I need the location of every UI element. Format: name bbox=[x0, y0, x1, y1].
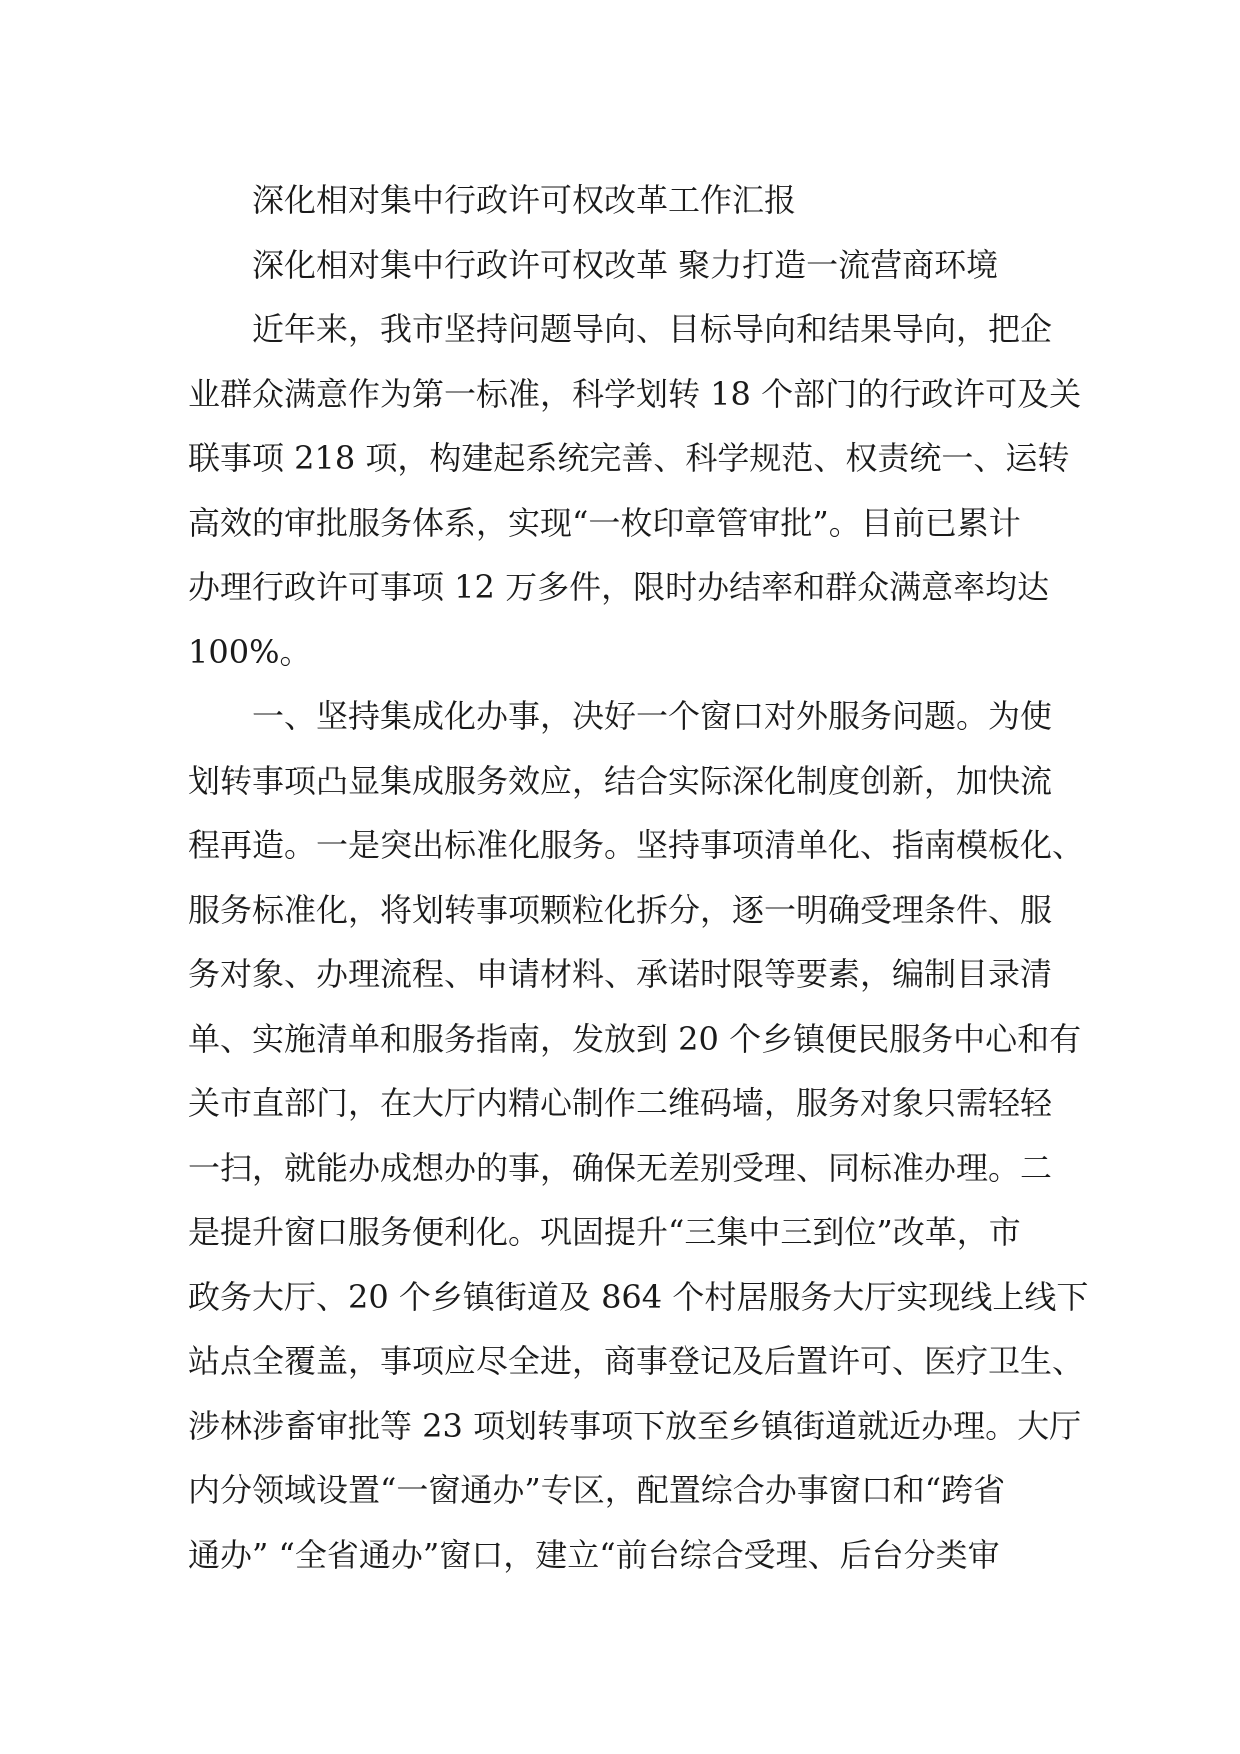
paragraph-line: 是提升窗口服务便利化。巩固提升“三集中三到位”改革，市 bbox=[188, 1213, 1021, 1251]
intro-paragraph bbox=[188, 297, 1082, 684]
paragraph-line: 通办” “全省通办”窗口，建立“前台综合受理、后台分类审 bbox=[188, 1535, 1000, 1574]
paragraph-line: 服务标准化，将划转事项颗粒化拆分，逐一明确受理条件、服 bbox=[188, 890, 1053, 929]
paragraph-line: 务对象、办理流程、申请材料、承诺时限等要素，编制目录清 bbox=[188, 955, 1053, 993]
section-one-paragraph bbox=[188, 684, 1089, 1587]
paragraph-line: 高效的审批服务体系，实现“一枚印章管审批”。目前已累计 bbox=[188, 503, 1021, 542]
paragraph-line: 办理行政许可事项 12 万多件，限时办结率和群众满意率均达 bbox=[188, 568, 1050, 606]
paragraph-line: 联事项 218 项，构建起系统完善、科学规范、权责统一、运转 bbox=[188, 439, 1070, 477]
paragraph-line: 程再造。一是突出标准化服务。坚持事项清单化、指南模板化、 bbox=[188, 826, 1085, 864]
paragraph-line: 划转事项凸显集成服务效应，结合实际深化制度创新，加快流 bbox=[188, 761, 1053, 800]
paragraph-line: 政务大厅、20 个乡镇街道及 864 个村居服务大厅实现线上线下 bbox=[188, 1277, 1089, 1316]
paragraph-line: 关市直部门，在大厅内精心制作二维码墙，服务对象只需轻轻 bbox=[188, 1084, 1053, 1122]
paragraph-line: 一扫，就能办成想办的事，确保无差别受理、同标准办理。二 bbox=[188, 1148, 1053, 1187]
paragraph-line: 业群众满意作为第一标准，科学划转 18 个部门的行政许可及关 bbox=[188, 374, 1082, 413]
document-title: 深化相对集中行政许可权改革工作汇报 bbox=[252, 181, 797, 219]
paragraph-line: 涉林涉畜审批等 23 项划转事项下放至乡镇街道就近办理。大厅 bbox=[188, 1406, 1082, 1445]
document-body bbox=[188, 168, 1089, 1587]
paragraph-line: 100%。 bbox=[188, 632, 312, 671]
paragraph-line: 单、实施清单和服务指南，发放到 20 个乡镇便民服务中心和有 bbox=[188, 1019, 1082, 1058]
paragraph-line: 站点全覆盖，事项应尽全进，商事登记及后置许可、医疗卫生、 bbox=[188, 1342, 1085, 1380]
paragraph-line: 近年来，我市坚持问题导向、目标导向和结果导向，把企 bbox=[252, 310, 1053, 348]
paragraph-line: 内分领域设置“一窗通办”专区，配置综合办事窗口和“跨省 bbox=[188, 1471, 1006, 1509]
paragraph-line: 一、坚持集成化办事，决好一个窗口对外服务问题。为使 bbox=[252, 697, 1053, 735]
document-subtitle: 深化相对集中行政许可权改革 聚力打造一流营商环境 bbox=[252, 245, 999, 284]
